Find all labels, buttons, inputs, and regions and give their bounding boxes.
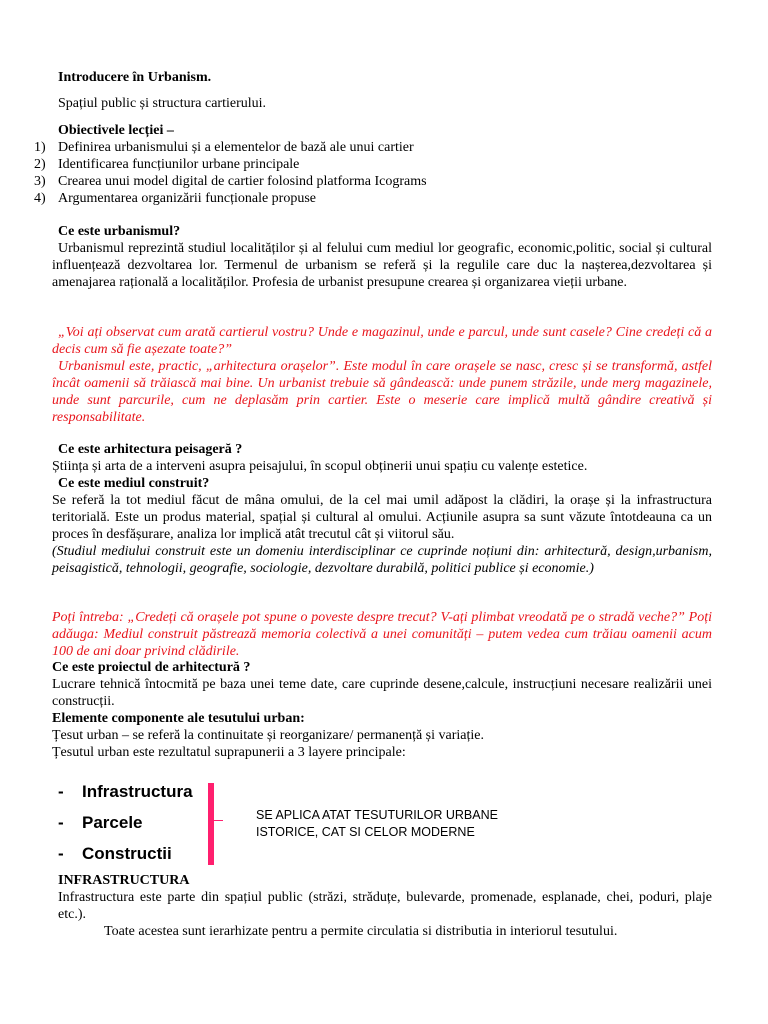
infrastructure-heading: INFRASTRUCTURA	[58, 873, 190, 888]
tissue-line-1: Țesut urban – se referă la continuitate și reorganizare/ permanență și variație.	[52, 728, 484, 743]
objective-item	[34, 190, 714, 207]
objective-text: Argumentarea organizării funcționale propuse	[58, 191, 316, 206]
layer-dash: -	[58, 782, 64, 801]
landscape-body: Știința și arta de a interveni asupra peisajului, în scopul obținerii unui spațiu cu valențe estetice.	[52, 459, 588, 474]
objectives-list	[34, 139, 714, 207]
layer-dash: -	[58, 813, 64, 832]
urbanism-quote: „Voi ați observat cum arată cartierul vostru? Unde e magazinul, unde e parcul, unde sunt casele? Cine credeți că a decis cum să fie așezate toate?”	[52, 325, 712, 357]
infrastructure-body-2: Toate acestea sunt ierarhizate pentru a permite circulatia si distributia in interiorul tesutului.	[104, 924, 618, 939]
layer-label: Constructii	[82, 844, 172, 863]
built-prompt: Poți întreba: „Credeți că orașele pot spune o poveste despre trecut? V-ați plimbat vreodată pe o stradă veche?” Poți adăuga: Mediul construit păstrează memoria colectivă a unei comunități – putem vedea cum trăiau oamenii acum 100 de ani doar privind clădirile.	[52, 610, 712, 659]
tissue-line-2: Țesutul urban este rezultatul suprapunerii a 3 layere principale:	[52, 745, 406, 760]
objective-number: 3)	[34, 174, 46, 189]
project-heading: Ce este proiectul de arhitectură ?	[52, 660, 251, 675]
objective-number: 4)	[34, 191, 46, 206]
landscape-heading: Ce este arhitectura peisageră ?	[58, 442, 243, 457]
built-heading: Ce este mediul construit?	[58, 476, 210, 491]
urbanism-explanation: Urbanismul este, practic, „arhitectura orașelor”. Este modul în care orașele se nasc, cresc și se transformă, astfel încât oamenii să trăiască mai bine. Un urbanist trebuie să gândească: unde punem străzile, unde merg magazinele, unde sunt parcurile, cum ne deplasăm prin cartier. Este o meserie care implică multă gândire creativă și responsabilitate.	[52, 359, 712, 425]
objective-item	[34, 173, 714, 190]
layer-label: Infrastructura	[82, 782, 193, 801]
objective-text: Definirea urbanismului și a elementelor de bază ale unui cartier	[58, 140, 414, 155]
objective-text: Crearea unui model digital de cartier folosind platforma Icograms	[58, 174, 427, 189]
objective-item	[34, 156, 714, 173]
document-subtitle: Spațiul public și structura cartierului.	[58, 96, 267, 111]
layer-parcele	[58, 813, 143, 833]
project-body: Lucrare tehnică întocmită pe baza unei teme date, care cuprinde desene,calcule, instrucțiuni necesare realizării unei construcții.	[52, 677, 712, 709]
tissue-heading: Elemente componente ale tesutului urban:	[52, 711, 305, 726]
urbanism-body: Urbanismul reprezintă studiul localităților și al felului cum mediul lor geografic, economic,politic, social și cultural influențează dezvoltarea lor. Termenul de urbanism se referă și la regulile care duc la nașterea,dezvoltarea și amenajarea rațională a localităților. Profesia de urbanist presupune crearea și organizarea vieții urbane.	[52, 241, 712, 290]
layers-note	[256, 807, 498, 841]
objective-item	[34, 139, 714, 156]
layers-note-line-2: ISTORICE, CAT SI CELOR MODERNE	[256, 825, 475, 839]
document-title: Introducere în Urbanism.	[58, 70, 212, 85]
built-body: Se referă la tot mediul făcut de mâna omului, de la cel mai umil adăpost la clădiri, la orașe și la infrastructura teritorială. Este un produs material, spațial și cultural al omului. Acțiunile asupra sa sunt văzute întotdeauna ca un proces în desfășurare, analiza lor implică atât trecutul cât și viitorul său.	[52, 493, 712, 542]
layers-bracket	[208, 783, 214, 865]
objective-text: Identificarea funcțiunilor urbane principale	[58, 157, 300, 172]
layers-note-line-1: SE APLICA ATAT TESUTURILOR URBANE	[256, 808, 498, 822]
infrastructure-body: Infrastructura este parte din spațiul public (străzi, străduțe, bulevarde, promenade, esplanade, chei, poduri, plaje etc.).	[58, 890, 712, 922]
built-note: (Studiul mediului construit este un domeniu interdisciplinar ce cuprinde noțiuni din: arhitectură, design,urbanism, peisagistică, tehnologii, geografie, sociologie, dezvoltare durabilă, politici publice și economie.)	[52, 544, 712, 576]
layer-dash: -	[58, 844, 64, 863]
urbanism-heading: Ce este urbanismul?	[58, 224, 181, 239]
layer-label: Parcele	[82, 813, 143, 832]
layer-constructii	[58, 844, 172, 864]
layers-bracket-tick	[214, 820, 223, 821]
objectives-heading: Obiectivele lecției –	[58, 123, 174, 138]
objective-number: 2)	[34, 157, 46, 172]
objective-number: 1)	[34, 140, 46, 155]
layer-infrastructura	[58, 782, 193, 802]
